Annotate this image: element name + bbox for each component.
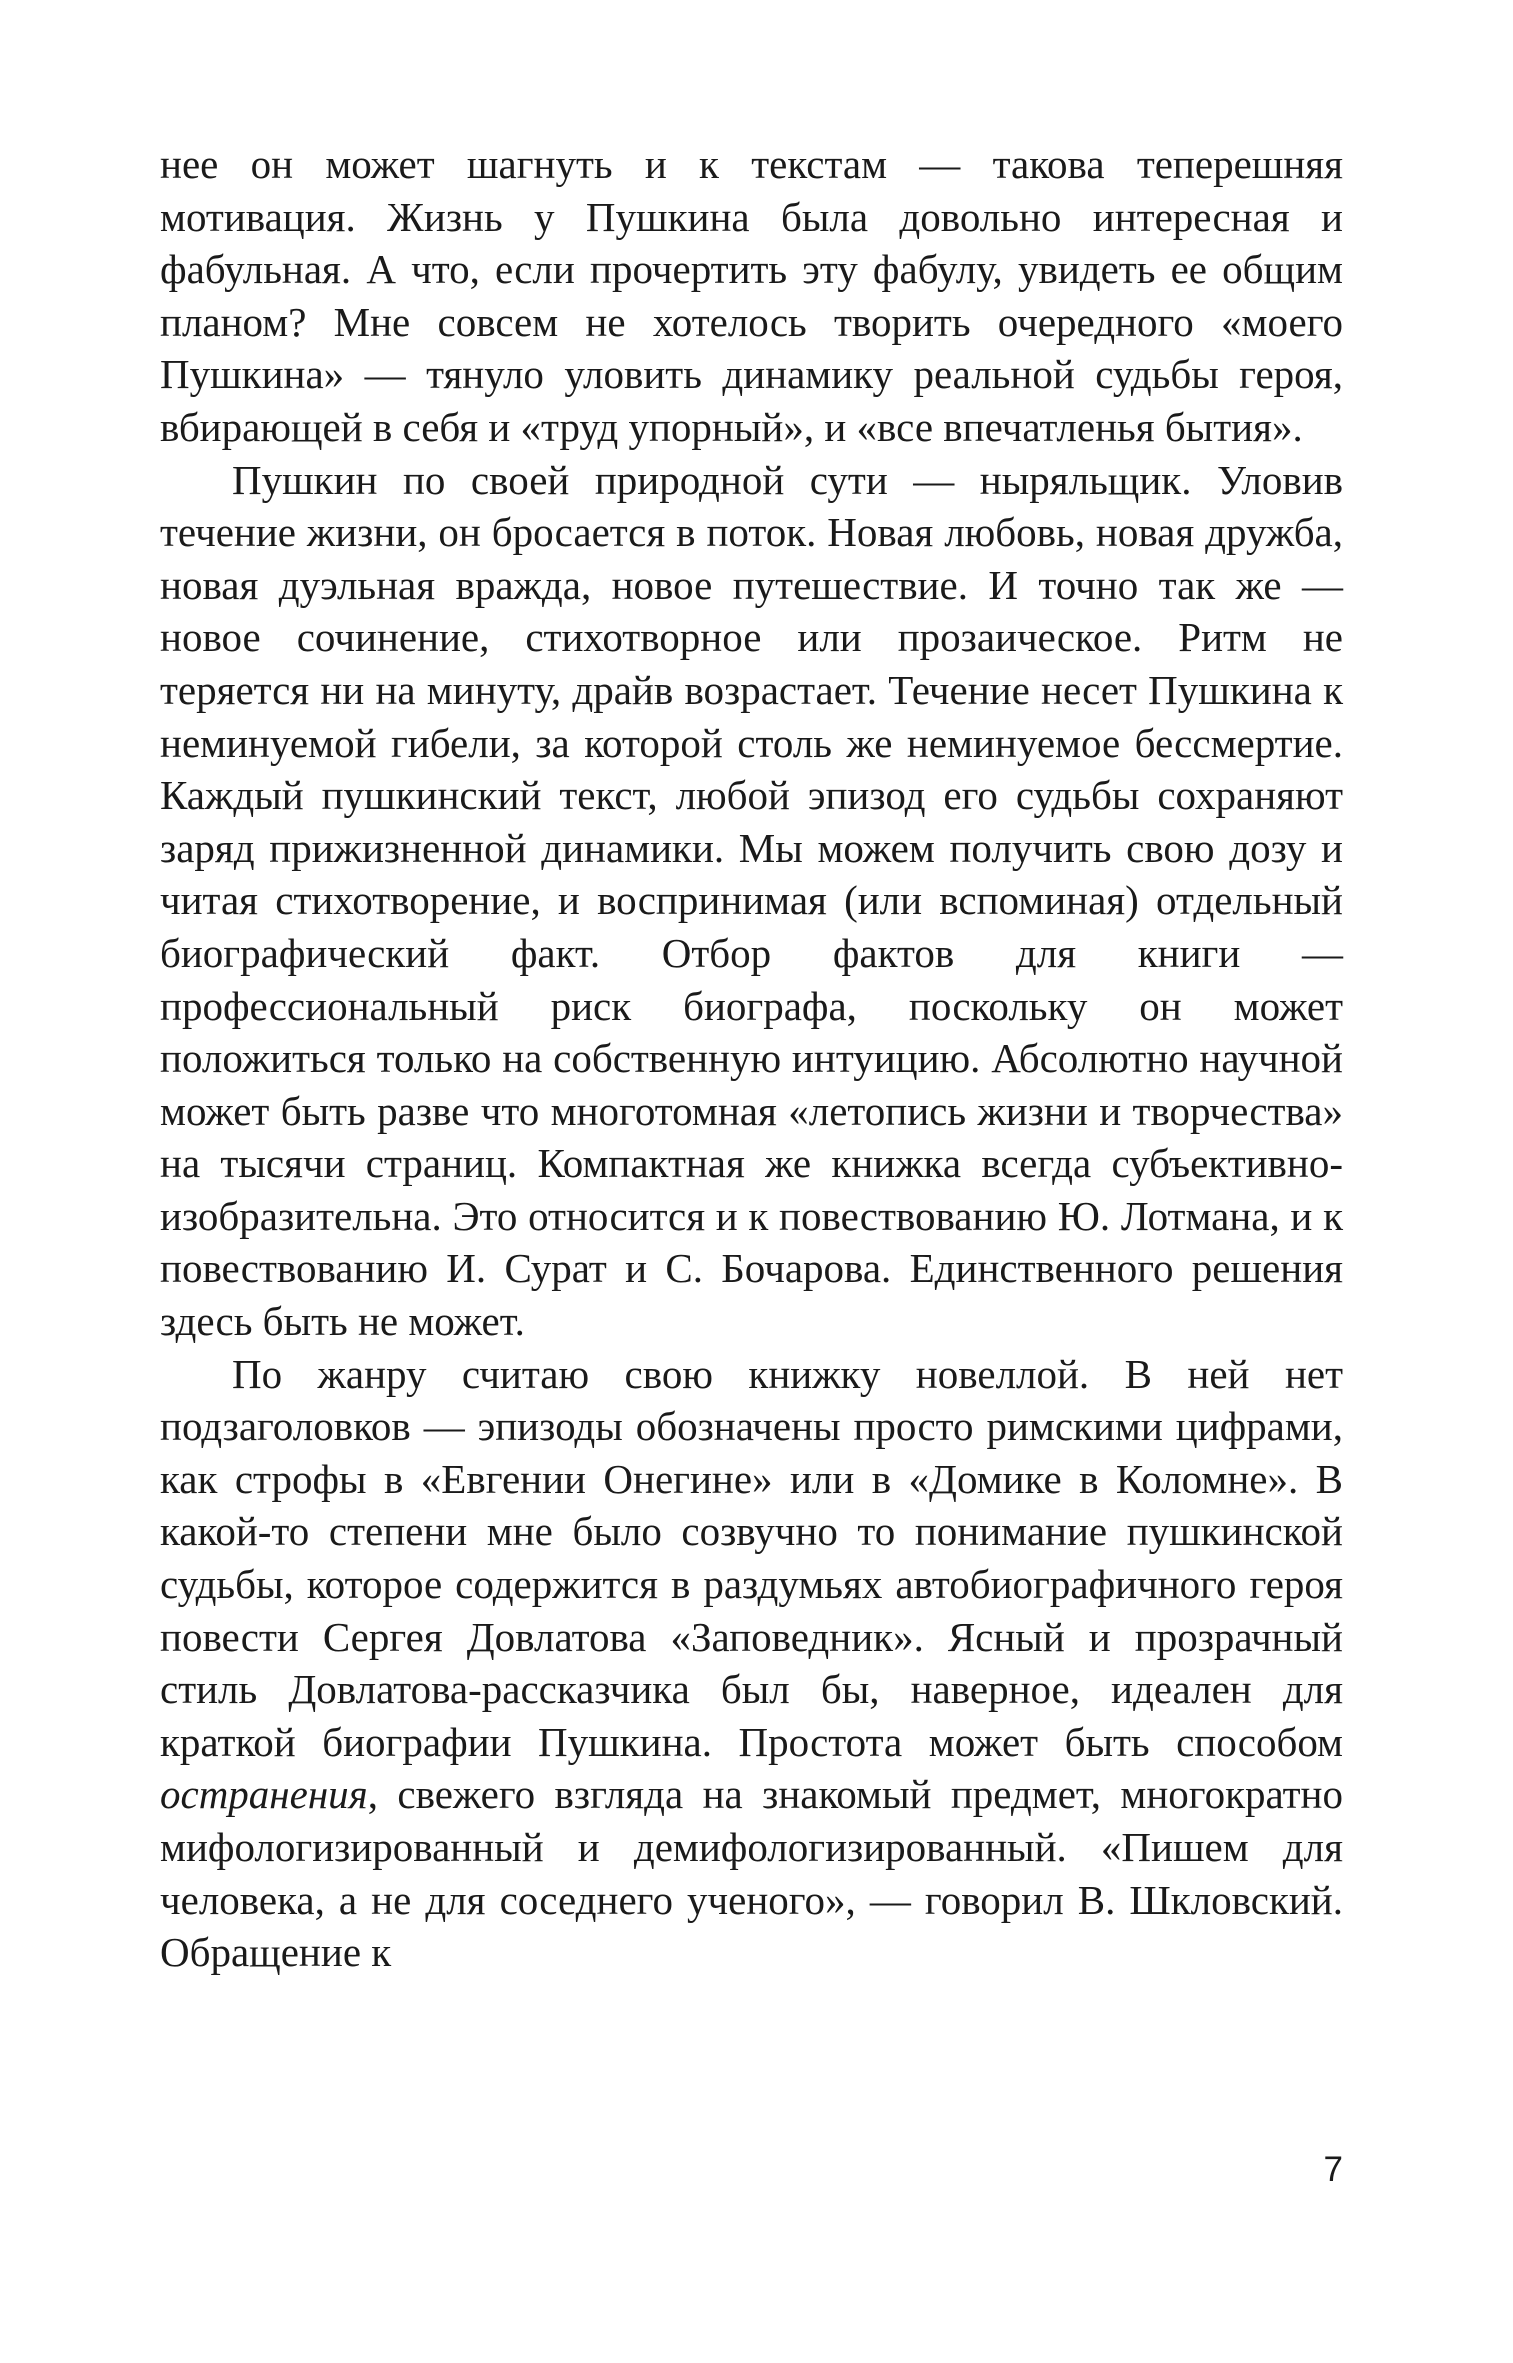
page-body: [160, 138, 1343, 1979]
paragraph-3: [160, 1348, 1343, 1979]
paragraph-3-text-before: По жанру считаю свою книжку новеллой. В ней нет подзаголовков — эпизоды обозначены просто римскими цифрами, как строфы в «Евгении Онегине» или в «Домике в Коломне». В какой-то степени мне было созвучно то понимание пушкинской судьбы, которое содержится в раздумьях автобиографичного героя повести Сергея Довлатова «Заповедник». Ясный и прозрачный стиль Довлатова-рассказчика был бы, наверное, идеален для краткой биографии Пушкина. Простота может быть способом: [160, 1350, 1343, 1765]
paragraph-3-emphasis: остранения: [160, 1771, 368, 1818]
paragraph-1-text: нее он может шагнуть и к текстам — такова теперешняя мотивация. Жизнь у Пушкина была довольно интересная и фабульная. А что, если прочертить эту фабулу, увидеть ее общим планом? Мне совсем не хотелось творить очередного «моего Пушкина» — тянуло уловить динамику реальной судьбы героя, вбирающей в себя и «труд упорный», и «все впечатленья бытия».: [160, 141, 1343, 450]
paragraph-2: [160, 454, 1343, 1348]
paragraph-1: [160, 138, 1343, 454]
paragraph-2-text: Пушкин по своей природной сути — ныряльщик. Уловив течение жизни, он бросается в поток. Новая любовь, новая дружба, новая дуэльная вражда, новое путешествие. И точно так же — новое сочинение, стихотворное или прозаическое. Ритм не теряется ни на минуту, драйв возрастает. Течение несет Пушкина к неминуемой гибели, за которой столь же неминуемое бессмертие. Каждый пушкинский текст, любой эпизод его судьбы сохраняют заряд прижизненной динамики. Мы можем получить свою дозу и читая стихотворение, и воспринимая (или вспоминая) отдельный биографический факт. Отбор фактов для книги — профессиональный риск биографа, поскольку он может положиться только на собственную интуицию. Абсолютно научной может быть разве что многотомная «летопись жизни и творчества» на тысячи страниц. Компактная же книжка всегда субъективно-изобразительна. Это относится и к повествованию Ю. Лотмана, и к повествованию И. Сурат и С. Бочарова. Единственного решения здесь быть не может.: [160, 456, 1343, 1345]
paragraph-3-text-after: , свежего взгляда на знакомый предмет, многократно мифологизированный и демифологизированный. «Пишем для человека, а не для соседнего ученого», — говорил В. Шкловский. Обращение к: [160, 1771, 1343, 1976]
page-number: 7: [1323, 2150, 1343, 2189]
